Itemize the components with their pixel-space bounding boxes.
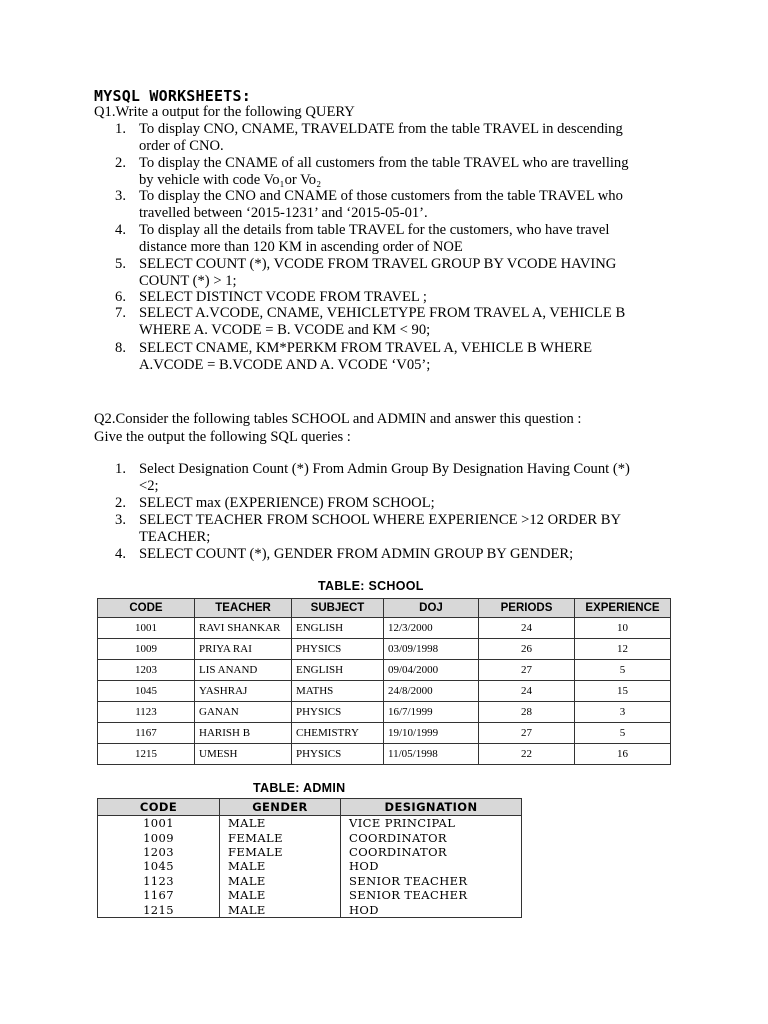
- q1-item-text: SELECT COUNT (*), VCODE FROM TRAVEL GROUP BY VCODE HAVING: [139, 256, 617, 272]
- table-cell: 15: [575, 681, 671, 702]
- q2-item-text: SELECT max (EXPERIENCE) FROM SCHOOL;: [139, 495, 435, 511]
- table-cell: 1203: [98, 845, 220, 859]
- admin-table: [97, 798, 522, 918]
- q1-item-number: 1.: [115, 121, 126, 137]
- table-row: [98, 859, 522, 873]
- table-cell: 10: [575, 618, 671, 639]
- table-cell: 1001: [98, 816, 220, 831]
- table-row: [98, 816, 522, 831]
- table-cell: MALE: [220, 902, 341, 917]
- q1-item-text: To display CNO, CNAME, TRAVELDATE from the table TRAVEL in descending: [139, 121, 623, 137]
- table-cell: 1167: [98, 723, 195, 744]
- table-cell: 09/04/2000: [384, 660, 479, 681]
- table-cell: YASHRAJ: [195, 681, 292, 702]
- q2-item-text: Select Designation Count (*) From Admin Group By Designation Having Count (*): [139, 461, 630, 477]
- table-cell: 24: [479, 618, 575, 639]
- table-cell: ENGLISH: [292, 618, 384, 639]
- school-column-header: DOJ: [384, 599, 479, 618]
- q2-item-text: <2;: [139, 478, 159, 494]
- school-table-title: TABLE: SCHOOL: [318, 579, 424, 593]
- q2-item-number: 1.: [115, 461, 126, 477]
- table-cell: HARISH B: [195, 723, 292, 744]
- table-cell: 1123: [98, 702, 195, 723]
- q1-item-text: distance more than 120 KM in ascending order of NOE: [139, 239, 463, 255]
- table-row: [98, 681, 671, 702]
- table-cell: 1215: [98, 744, 195, 765]
- table-cell: SENIOR TEACHER: [341, 888, 522, 902]
- table-cell: 1009: [98, 830, 220, 844]
- table-cell: LIS ANAND: [195, 660, 292, 681]
- q2-item-number: 2.: [115, 495, 126, 511]
- table-cell: CHEMISTRY: [292, 723, 384, 744]
- table-cell: 11/05/1998: [384, 744, 479, 765]
- school-column-header: PERIODS: [479, 599, 575, 618]
- table-cell: 12: [575, 639, 671, 660]
- q1-item-text: order of CNO.: [139, 138, 224, 154]
- q1-item-number: 5.: [115, 256, 126, 272]
- table-cell: 24/8/2000: [384, 681, 479, 702]
- q1-item-number: 4.: [115, 222, 126, 238]
- q1-item-text: WHERE A. VCODE = B. VCODE and KM < 90;: [139, 322, 431, 338]
- table-row: [98, 744, 671, 765]
- q1-item-text: SELECT A.VCODE, CNAME, VEHICLETYPE FROM TRAVEL A, VEHICLE B: [139, 305, 626, 321]
- q1-item-number: 8.: [115, 340, 126, 356]
- table-cell: COORDINATOR: [341, 830, 522, 844]
- q1-item-text: A.VCODE = B.VCODE AND A. VCODE ‘V05’;: [139, 357, 431, 373]
- table-cell: 16/7/1999: [384, 702, 479, 723]
- table-cell: 28: [479, 702, 575, 723]
- q1-item-text: COUNT (*) > 1;: [139, 273, 237, 289]
- q2-item-number: 4.: [115, 546, 126, 562]
- table-row: [98, 888, 522, 902]
- table-row: [98, 618, 671, 639]
- q2-item-text: SELECT COUNT (*), GENDER FROM ADMIN GROUP BY GENDER;: [139, 546, 574, 562]
- q2-item-text: SELECT TEACHER FROM SCHOOL WHERE EXPERIENCE >12 ORDER BY: [139, 512, 622, 528]
- table-cell: 24: [479, 681, 575, 702]
- q2-subintro: Give the output the following SQL queries :: [94, 429, 351, 445]
- q1-item-number: 2.: [115, 155, 126, 171]
- table-cell: 26: [479, 639, 575, 660]
- table-cell: 3: [575, 702, 671, 723]
- table-cell: 19/10/1999: [384, 723, 479, 744]
- admin-column-header: CODE: [98, 799, 220, 816]
- table-cell: RAVI SHANKAR: [195, 618, 292, 639]
- table-row: [98, 845, 522, 859]
- table-cell: 1045: [98, 859, 220, 873]
- school-column-header: CODE: [98, 599, 195, 618]
- table-row: [98, 702, 671, 723]
- table-cell: 1123: [98, 874, 220, 888]
- table-row: [98, 830, 522, 844]
- table-cell: UMESH: [195, 744, 292, 765]
- table-cell: FEMALE: [220, 830, 341, 844]
- table-cell: COORDINATOR: [341, 845, 522, 859]
- school-column-header: TEACHER: [195, 599, 292, 618]
- school-column-header: EXPERIENCE: [575, 599, 671, 618]
- table-cell: 5: [575, 660, 671, 681]
- table-row: [98, 660, 671, 681]
- admin-table-title: TABLE: ADMIN: [253, 781, 346, 795]
- table-cell: PHYSICS: [292, 639, 384, 660]
- table-cell: HOD: [341, 902, 522, 917]
- table-cell: MALE: [220, 874, 341, 888]
- school-column-header: SUBJECT: [292, 599, 384, 618]
- q1-intro: Q1.Write a output for the following QUERY: [94, 104, 355, 120]
- table-cell: GANAN: [195, 702, 292, 723]
- table-cell: 1215: [98, 902, 220, 917]
- table-cell: 1045: [98, 681, 195, 702]
- q1-item-number: 3.: [115, 188, 126, 204]
- admin-column-header: DESIGNATION: [341, 799, 522, 816]
- table-cell: 27: [479, 723, 575, 744]
- table-row: [98, 874, 522, 888]
- q1-item-text: by vehicle with code Vo₁or Vo₂: [139, 172, 322, 188]
- table-cell: 1001: [98, 618, 195, 639]
- q1-item-number: 7.: [115, 305, 126, 321]
- table-cell: PHYSICS: [292, 702, 384, 723]
- table-cell: HOD: [341, 859, 522, 873]
- table-cell: PHYSICS: [292, 744, 384, 765]
- table-cell: 1203: [98, 660, 195, 681]
- table-cell: 1009: [98, 639, 195, 660]
- school-table: [97, 598, 671, 765]
- q1-item-text: To display the CNAME of all customers from the table TRAVEL who are travelling: [139, 155, 629, 171]
- q1-item-text: To display all the details from table TRAVEL for the customers, who have travel: [139, 222, 610, 238]
- table-cell: 03/09/1998: [384, 639, 479, 660]
- q2-item-number: 3.: [115, 512, 126, 528]
- table-cell: PRIYA RAI: [195, 639, 292, 660]
- table-cell: MALE: [220, 816, 341, 831]
- table-cell: 5: [575, 723, 671, 744]
- q1-item-text: travelled between ‘2015-1231’ and ‘2015-05-01’.: [139, 205, 428, 221]
- q1-item-number: 6.: [115, 289, 126, 305]
- table-row: [98, 902, 522, 917]
- table-row: [98, 723, 671, 744]
- admin-column-header: GENDER: [220, 799, 341, 816]
- table-cell: FEMALE: [220, 845, 341, 859]
- table-cell: 16: [575, 744, 671, 765]
- table-cell: 22: [479, 744, 575, 765]
- table-cell: VICE PRINCIPAL: [341, 816, 522, 831]
- page-heading: MYSQL WORKSHEETS:: [94, 87, 251, 105]
- q1-item-text: SELECT DISTINCT VCODE FROM TRAVEL ;: [139, 289, 427, 305]
- table-cell: ENGLISH: [292, 660, 384, 681]
- q1-item-text: SELECT CNAME, KM*PERKM FROM TRAVEL A, VEHICLE B WHERE: [139, 340, 592, 356]
- table-row: [98, 639, 671, 660]
- q2-intro: Q2.Consider the following tables SCHOOL and ADMIN and answer this question :: [94, 411, 582, 427]
- table-cell: MALE: [220, 859, 341, 873]
- q1-item-text: To display the CNO and CNAME of those customers from the table TRAVEL who: [139, 188, 623, 204]
- q2-item-text: TEACHER;: [139, 529, 211, 545]
- table-cell: 27: [479, 660, 575, 681]
- table-cell: 12/3/2000: [384, 618, 479, 639]
- table-cell: MALE: [220, 888, 341, 902]
- table-cell: SENIOR TEACHER: [341, 874, 522, 888]
- table-cell: MATHS: [292, 681, 384, 702]
- table-cell: 1167: [98, 888, 220, 902]
